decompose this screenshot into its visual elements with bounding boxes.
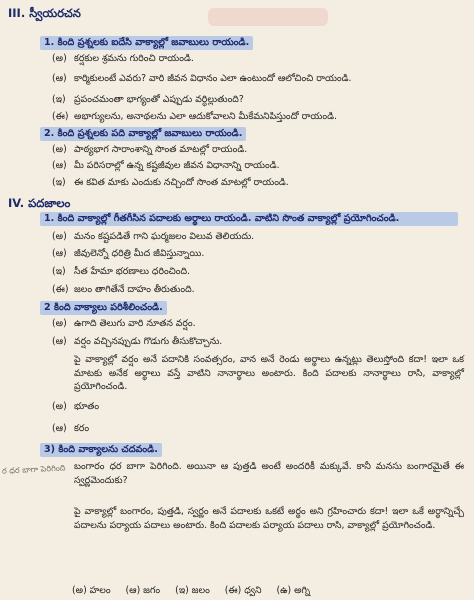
list-item: (ఆ) వర్షం వచ్చినప్పుడు గొడుగు తీసుకొచ్చాను. (52, 336, 223, 347)
explanation-paragraph: పై వాక్యాల్లో వర్షం అనే పదానికి సంవత్సరం, వాన అనే రెండు అర్థాలు ఉన్నట్లు తెలుస్తోంది కదా! ఇలా ఒక మాటకు అనేక అర్థాలు వస్తే వాటిని నానార్థాలు అంటారు. కింది పదాలకు నానార్థాలు రాసి, వాక్యాల్లో ప్రయోగించండి. (74, 354, 464, 392)
section-4-question-1: 1. కింది వాక్యాల్లో గీతగీసిన పదాలకు అర్థాలు రాయండి. వాటిని సొంత వాక్యాల్లో ప్రయోగించండి. (40, 212, 458, 226)
section-3-question-2: 2. కింది ప్రశ్నలకు పది వాక్యాల్లో జవాబులు రాయండి. (40, 127, 246, 141)
handwritten-margin-note: ర ధర బాగా పెరిగింది (1, 463, 66, 476)
list-item: (ఈ) అభాగ్యులను, అనాథలను ఎలా ఆదుకోవాలని మీకేమనిపిస్తుందో రాయండి. (52, 111, 337, 122)
word-option: (ఆ) జగం (125, 585, 161, 596)
section-3-title: III. స్వీయరచన (8, 6, 81, 20)
faded-stamp (208, 8, 328, 26)
list-item: (ఆ) మీ పరిసరాల్లో ఉన్న కష్టజీవుల జీవన విధానాన్ని రాయండి. (52, 160, 280, 171)
synonym-word-list (72, 585, 322, 598)
list-item: (ఆ) కరం (52, 423, 90, 434)
word-option: (ఉ) అగ్ని (276, 585, 311, 596)
synonym-explanation: పై వాక్యాల్లో బంగారం, పుత్తడి, స్వర్ణం అనే పదాలకు ఒకటే అర్థం అని గ్రహించారు కదా! ఇలా ఒకే అర్థాన్నిచ్చే పదాలను పర్యాయ పదాలు అంటారు. కింది పదాలకు పర్యాయ పదాలు రాసి, వాక్యాల్లో ప్రయోగించండి. (74, 506, 464, 531)
list-item: (ఇ) ప్రపంచమంతా భాగ్యంతో ఎప్పుడు వర్ధిల్లుతుంది? (52, 94, 244, 105)
list-item: (ఆ) కార్మికులంటే ఎవరు? వారి జీవన విధానం ఎలా ఉంటుందో ఆలోచించి రాయండి. (52, 73, 352, 84)
list-item: (అ) పాఠ్యభాగ సారాంశాన్ని సొంత మాటల్లో రాయండి. (52, 144, 248, 155)
list-item: (అ) కర్షకుల శ్రమను గురించి రాయండి. (52, 53, 194, 64)
word-option: (ఇ) జలం (175, 585, 210, 596)
list-item: (అ) ఉగాది తెలుగు వారి నూతన వర్షం. (52, 318, 196, 329)
list-item: (అ) భూతం (52, 401, 100, 412)
list-item: (అ) మనం కష్టపడితే గాని ఘర్మజలం విలువ తెలియదు. (52, 231, 255, 242)
list-item: (ఈ) జలం తాగితేనే దాహం తీరుతుంది. (52, 284, 195, 295)
section-3-question-1: 1. కింది ప్రశ్నలకు ఐదేసి వాక్యాల్లో జవాబులు రాయండి. (40, 36, 253, 50)
list-item: (ఇ) ఈ కవిత మాకు ఎందుకు నచ్చిందో సొంత మాటల్లో రాయండి. (52, 177, 289, 188)
example-paragraph: బంగారం ధర బాగా పెరిగింది. అయినా ఆ పుత్తడి అంటే అందరికీ మక్కువే. కానీ మనసు బంగారమైతే ఈ స్వర్ణమెందుకు? (74, 461, 464, 486)
word-option: (అ) హలం (72, 585, 111, 596)
section-4-title: IV. పదజాలం (8, 196, 71, 210)
section-4-question-2: 2 కింది వాక్యాలు పరిశీలించండి. (40, 301, 167, 315)
section-4-question-3: 3) కింది వాక్యాలను చదవండి. (40, 443, 162, 457)
list-item: (ఆ) జీవులెన్నో ధరిత్రి మీద జీవిస్తున్నాయి. (52, 248, 205, 259)
word-option: (ఈ) ధ్వని (224, 585, 262, 596)
list-item: (ఇ) సీత హేమా భరణాలు ధరించింది. (52, 266, 191, 277)
